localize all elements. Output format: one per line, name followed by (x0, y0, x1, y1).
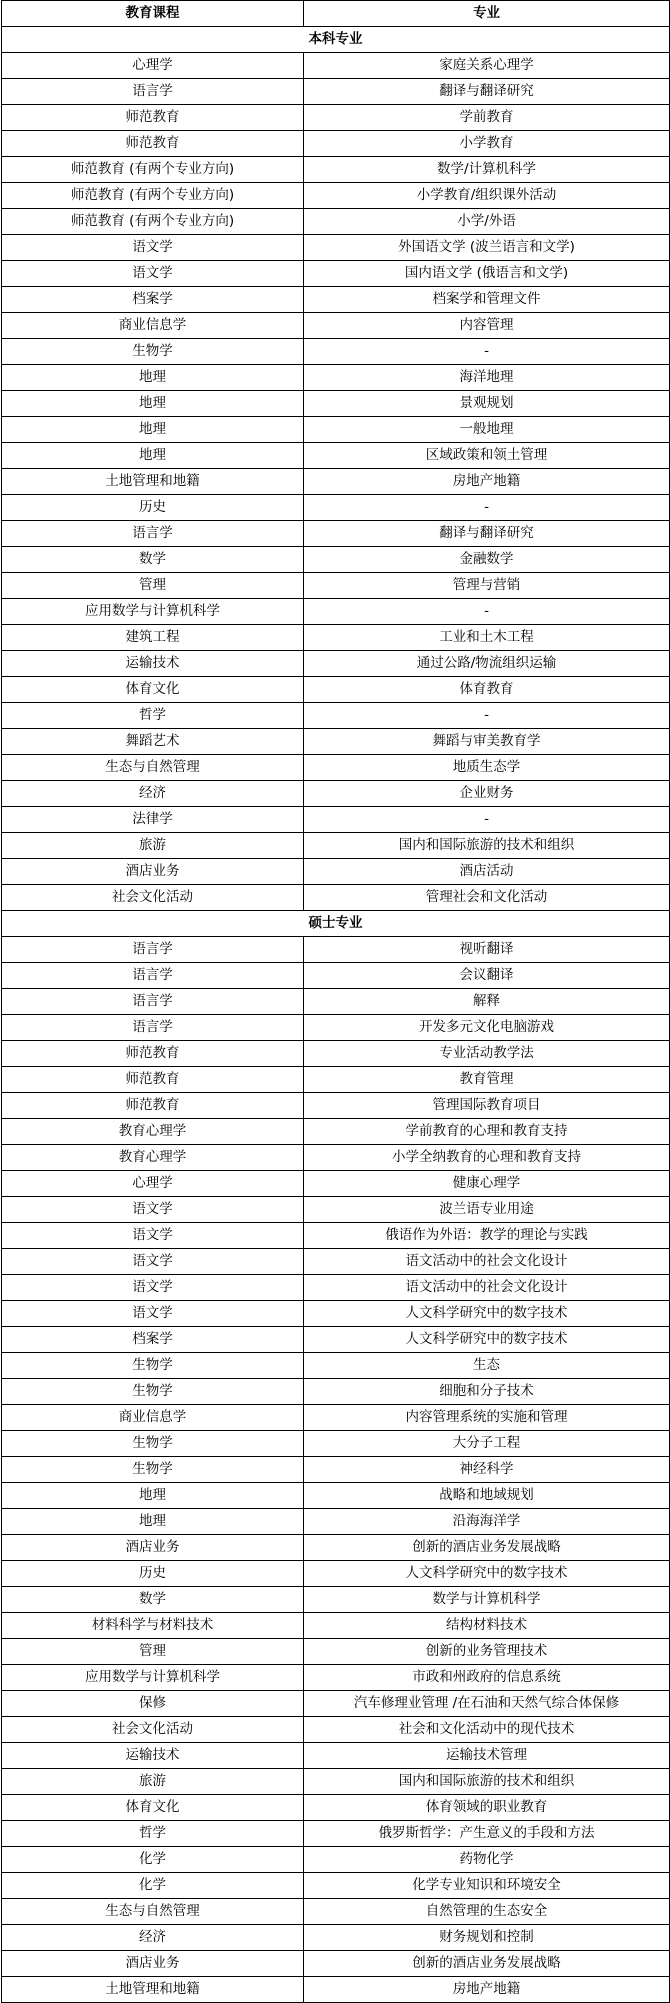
table-row (2, 1873, 670, 1899)
table-row (2, 53, 670, 79)
major-cell: 波兰语专业用途 (304, 1197, 670, 1223)
course-cell: 师范教育 (有两个专业方向) (2, 157, 304, 183)
table-row (2, 1223, 670, 1249)
course-cell: 土地管理和地籍 (2, 469, 304, 495)
course-cell: 语文学 (2, 235, 304, 261)
table-row (2, 1093, 670, 1119)
course-cell: 运输技术 (2, 1743, 304, 1769)
course-cell: 档案学 (2, 287, 304, 313)
major-cell: 健康心理学 (304, 1171, 670, 1197)
major-cell: - (304, 703, 670, 729)
major-cell: - (304, 599, 670, 625)
course-cell: 社会文化活动 (2, 1717, 304, 1743)
major-cell: 通过公路/物流组织运输 (304, 651, 670, 677)
major-cell: 人文科学研究中的数字技术 (304, 1561, 670, 1587)
major-cell: 运输技术管理 (304, 1743, 670, 1769)
major-cell: 生态 (304, 1353, 670, 1379)
major-cell: 自然管理的生态安全 (304, 1899, 670, 1925)
table-row (2, 1587, 670, 1613)
table-row (2, 1717, 670, 1743)
major-cell: 教育管理 (304, 1067, 670, 1093)
table-row (2, 339, 670, 365)
major-cell: 国内和国际旅游的技术和组织 (304, 1769, 670, 1795)
course-cell: 运输技术 (2, 651, 304, 677)
programs-table (1, 0, 670, 2003)
table-row (2, 313, 670, 339)
course-cell: 保修 (2, 1691, 304, 1717)
course-cell: 教育心理学 (2, 1145, 304, 1171)
major-cell: 语文活动中的社会文化设计 (304, 1275, 670, 1301)
course-cell: 建筑工程 (2, 625, 304, 651)
table-row (2, 1431, 670, 1457)
major-cell: 俄罗斯哲学：产生意义的手段和方法 (304, 1821, 670, 1847)
major-cell: 创新的业务管理技术 (304, 1639, 670, 1665)
course-cell: 旅游 (2, 833, 304, 859)
major-cell: - (304, 807, 670, 833)
table-row (2, 1379, 670, 1405)
major-cell: 国内和国际旅游的技术和组织 (304, 833, 670, 859)
table-row (2, 937, 670, 963)
table-row (2, 1951, 670, 1977)
major-cell: 翻译与翻译研究 (304, 79, 670, 105)
major-cell: 工业和土木工程 (304, 625, 670, 651)
course-cell: 师范教育 (2, 1041, 304, 1067)
major-cell: 细胞和分子技术 (304, 1379, 670, 1405)
table-row (2, 989, 670, 1015)
table-row (2, 781, 670, 807)
table-body (2, 27, 670, 2003)
table-row (2, 131, 670, 157)
table-row (2, 963, 670, 989)
major-cell: - (304, 495, 670, 521)
course-cell: 历史 (2, 495, 304, 521)
major-cell: 翻译与翻译研究 (304, 521, 670, 547)
table-row (2, 1353, 670, 1379)
table-row (2, 1743, 670, 1769)
course-cell: 师范教育 (有两个专业方向) (2, 183, 304, 209)
table-row (2, 157, 670, 183)
major-cell: 学前教育的心理和教育支持 (304, 1119, 670, 1145)
table-row (2, 365, 670, 391)
table-row (2, 651, 670, 677)
major-cell: 小学全纳教育的心理和教育支持 (304, 1145, 670, 1171)
table-row (2, 1769, 670, 1795)
course-cell: 酒店业务 (2, 859, 304, 885)
course-cell: 师范教育 (2, 105, 304, 131)
course-cell: 地理 (2, 391, 304, 417)
table-row (2, 859, 670, 885)
course-cell: 管理 (2, 1639, 304, 1665)
table-row (2, 105, 670, 131)
major-cell: 人文科学研究中的数字技术 (304, 1301, 670, 1327)
course-cell: 师范教育 (有两个专业方向) (2, 209, 304, 235)
course-cell: 化学 (2, 1873, 304, 1899)
table-row (2, 1275, 670, 1301)
major-cell: 财务规划和控制 (304, 1925, 670, 1951)
course-cell: 语文学 (2, 261, 304, 287)
major-cell: 金融数学 (304, 547, 670, 573)
major-cell: 人文科学研究中的数字技术 (304, 1327, 670, 1353)
table-row (2, 1665, 670, 1691)
course-cell: 材料科学与材料技术 (2, 1613, 304, 1639)
table-row (2, 391, 670, 417)
major-cell: 酒店活动 (304, 859, 670, 885)
major-cell: 内容管理系统的实施和管理 (304, 1405, 670, 1431)
table-row (2, 1249, 670, 1275)
section-header-row (2, 911, 670, 937)
course-cell: 历史 (2, 1561, 304, 1587)
major-cell: 区域政策和领土管理 (304, 443, 670, 469)
major-cell: 市政和州政府的信息系统 (304, 1665, 670, 1691)
course-cell: 生态与自然管理 (2, 755, 304, 781)
table-row (2, 625, 670, 651)
course-cell: 旅游 (2, 1769, 304, 1795)
table-row (2, 677, 670, 703)
major-cell: 创新的酒店业务发展战略 (304, 1535, 670, 1561)
major-cell: 房地产地籍 (304, 1977, 670, 2003)
course-cell: 生物学 (2, 1379, 304, 1405)
table-row (2, 1145, 670, 1171)
table-row (2, 1067, 670, 1093)
course-cell: 酒店业务 (2, 1535, 304, 1561)
major-cell: 档案学和管理文件 (304, 287, 670, 313)
course-cell: 法律学 (2, 807, 304, 833)
course-cell: 生物学 (2, 1431, 304, 1457)
table-row (2, 287, 670, 313)
major-cell: 小学教育/组织课外活动 (304, 183, 670, 209)
course-cell: 语言学 (2, 1015, 304, 1041)
major-cell: 结构材料技术 (304, 1613, 670, 1639)
course-cell: 商业信息学 (2, 313, 304, 339)
major-cell: 沿海海洋学 (304, 1509, 670, 1535)
course-cell: 师范教育 (2, 1067, 304, 1093)
major-cell: 学前教育 (304, 105, 670, 131)
table-row (2, 1795, 670, 1821)
table-row (2, 79, 670, 105)
major-cell: 内容管理 (304, 313, 670, 339)
section-title: 硕士专业 (2, 911, 670, 937)
table-row (2, 1639, 670, 1665)
major-cell: 体育领域的职业教育 (304, 1795, 670, 1821)
table-row (2, 1899, 670, 1925)
course-cell: 哲学 (2, 703, 304, 729)
major-cell: 小学教育 (304, 131, 670, 157)
table-row (2, 469, 670, 495)
major-cell: 管理国际教育项目 (304, 1093, 670, 1119)
course-cell: 体育文化 (2, 677, 304, 703)
table-row (2, 1405, 670, 1431)
course-cell: 生态与自然管理 (2, 1899, 304, 1925)
section-header-row (2, 27, 670, 53)
section-title: 本科专业 (2, 27, 670, 53)
course-cell: 语言学 (2, 521, 304, 547)
major-cell: 数学/计算机科学 (304, 157, 670, 183)
table-row (2, 1171, 670, 1197)
course-cell: 地理 (2, 1509, 304, 1535)
table-row (2, 573, 670, 599)
course-cell: 应用数学与计算机科学 (2, 1665, 304, 1691)
course-cell: 化学 (2, 1847, 304, 1873)
course-cell: 语文学 (2, 1249, 304, 1275)
course-cell: 体育文化 (2, 1795, 304, 1821)
course-cell: 师范教育 (2, 1093, 304, 1119)
course-cell: 地理 (2, 443, 304, 469)
course-cell: 心理学 (2, 53, 304, 79)
course-cell: 管理 (2, 573, 304, 599)
major-cell: 药物化学 (304, 1847, 670, 1873)
table-row (2, 1509, 670, 1535)
course-cell: 生物学 (2, 339, 304, 365)
major-cell: 体育教育 (304, 677, 670, 703)
table-row (2, 1197, 670, 1223)
course-cell: 生物学 (2, 1457, 304, 1483)
course-cell: 应用数学与计算机科学 (2, 599, 304, 625)
table-row (2, 1535, 670, 1561)
table-row (2, 729, 670, 755)
major-cell: 海洋地理 (304, 365, 670, 391)
table-row (2, 1691, 670, 1717)
table-row (2, 1821, 670, 1847)
major-cell: 会议翻译 (304, 963, 670, 989)
major-cell: 专业活动教学法 (304, 1041, 670, 1067)
major-cell: 舞蹈与审美教育学 (304, 729, 670, 755)
major-cell: 房地产地籍 (304, 469, 670, 495)
course-cell: 舞蹈艺术 (2, 729, 304, 755)
table-row (2, 261, 670, 287)
course-cell: 教育心理学 (2, 1119, 304, 1145)
major-cell: 战略和地域规划 (304, 1483, 670, 1509)
table-header-row (2, 1, 670, 27)
major-cell: 视听翻译 (304, 937, 670, 963)
course-cell: 心理学 (2, 1171, 304, 1197)
table-row (2, 521, 670, 547)
course-cell: 土地管理和地籍 (2, 1977, 304, 2003)
major-cell: 创新的酒店业务发展战略 (304, 1951, 670, 1977)
course-cell: 生物学 (2, 1353, 304, 1379)
table-row (2, 547, 670, 573)
table-row (2, 443, 670, 469)
course-cell: 酒店业务 (2, 1951, 304, 1977)
table-row (2, 183, 670, 209)
major-cell: 俄语作为外语：教学的理论与实践 (304, 1223, 670, 1249)
table-row (2, 1613, 670, 1639)
course-cell: 语文学 (2, 1301, 304, 1327)
course-cell: 档案学 (2, 1327, 304, 1353)
course-cell: 社会文化活动 (2, 885, 304, 911)
table-row (2, 1041, 670, 1067)
major-cell: 景观规划 (304, 391, 670, 417)
course-cell: 语言学 (2, 937, 304, 963)
major-cell: 解释 (304, 989, 670, 1015)
table-row (2, 1015, 670, 1041)
major-cell: 开发多元文化电脑游戏 (304, 1015, 670, 1041)
course-cell: 数学 (2, 547, 304, 573)
table-row (2, 495, 670, 521)
course-cell: 地理 (2, 417, 304, 443)
table-row (2, 1925, 670, 1951)
major-cell: - (304, 339, 670, 365)
course-cell: 语言学 (2, 989, 304, 1015)
major-cell: 企业财务 (304, 781, 670, 807)
major-cell: 外国语文学 (波兰语言和文学) (304, 235, 670, 261)
course-cell: 语文学 (2, 1275, 304, 1301)
table-row (2, 1847, 670, 1873)
course-cell: 地理 (2, 365, 304, 391)
major-cell: 数学与计算机科学 (304, 1587, 670, 1613)
course-cell: 语言学 (2, 79, 304, 105)
course-cell: 语文学 (2, 1197, 304, 1223)
major-cell: 小学/外语 (304, 209, 670, 235)
major-cell: 地质生态学 (304, 755, 670, 781)
course-cell: 语文学 (2, 1223, 304, 1249)
course-cell: 经济 (2, 781, 304, 807)
table-row (2, 1561, 670, 1587)
table-row (2, 1301, 670, 1327)
table-row (2, 1977, 670, 2003)
major-cell: 管理社会和文化活动 (304, 885, 670, 911)
major-cell: 管理与营销 (304, 573, 670, 599)
major-cell: 神经科学 (304, 1457, 670, 1483)
table-row (2, 1457, 670, 1483)
major-cell: 化学专业知识和环境安全 (304, 1873, 670, 1899)
table-row (2, 885, 670, 911)
table-row (2, 235, 670, 261)
table-row (2, 755, 670, 781)
major-cell: 国内语文学 (俄语言和文学) (304, 261, 670, 287)
course-cell: 地理 (2, 1483, 304, 1509)
course-cell: 师范教育 (2, 131, 304, 157)
column-header-course: 教育课程 (2, 1, 304, 27)
table-row (2, 599, 670, 625)
course-cell: 语言学 (2, 963, 304, 989)
column-header-major: 专业 (304, 1, 670, 27)
major-cell: 一般地理 (304, 417, 670, 443)
table-row (2, 703, 670, 729)
table-row (2, 417, 670, 443)
major-cell: 家庭关系心理学 (304, 53, 670, 79)
course-cell: 数学 (2, 1587, 304, 1613)
course-cell: 经济 (2, 1925, 304, 1951)
table-row (2, 807, 670, 833)
table-row (2, 1483, 670, 1509)
major-cell: 汽车修理业管理 /在石油和天然气综合体保修 (304, 1691, 670, 1717)
major-cell: 语文活动中的社会文化设计 (304, 1249, 670, 1275)
table-row (2, 209, 670, 235)
course-cell: 哲学 (2, 1821, 304, 1847)
major-cell: 大分子工程 (304, 1431, 670, 1457)
major-cell: 社会和文化活动中的现代技术 (304, 1717, 670, 1743)
table-row (2, 1327, 670, 1353)
course-cell: 商业信息学 (2, 1405, 304, 1431)
table-row (2, 1119, 670, 1145)
table-row (2, 833, 670, 859)
